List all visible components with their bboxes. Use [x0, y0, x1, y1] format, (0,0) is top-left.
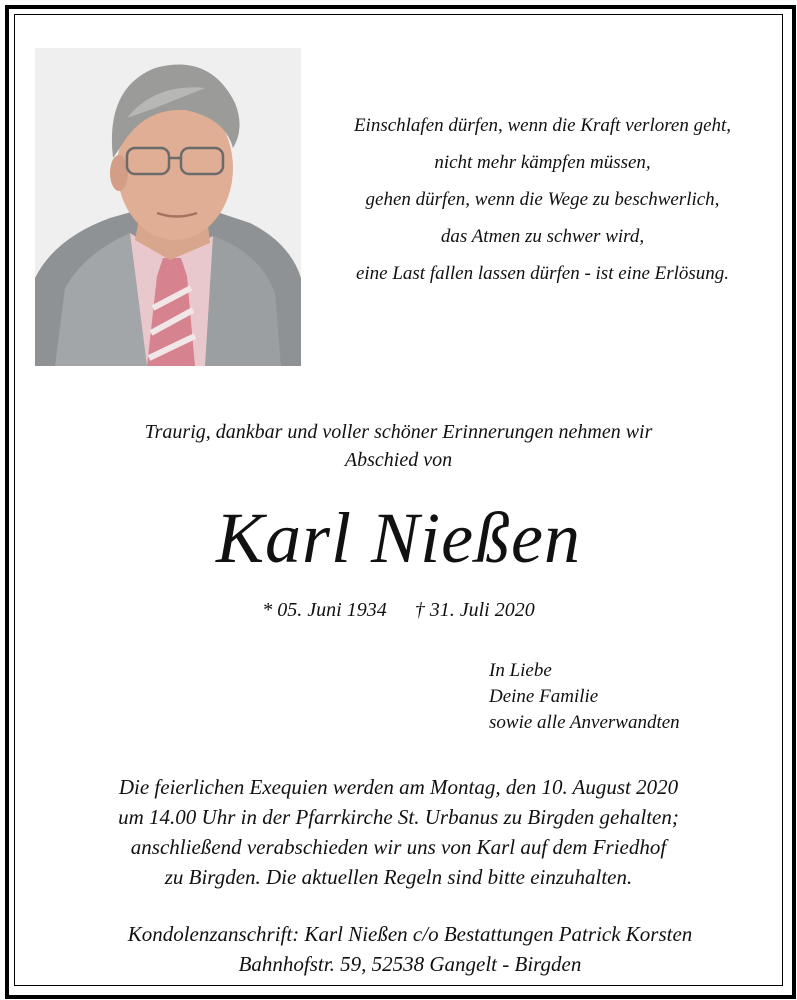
life-dates [0, 596, 797, 624]
details-line: um 14.00 Uhr in der Pfarrkirche St. Urbanus zu Birgden gehalten; [118, 805, 679, 829]
signoff-line: Deine Familie [489, 686, 599, 707]
signoff [489, 658, 680, 736]
funeral-details [0, 772, 797, 892]
poem-line: gehen dürfen, wenn die Wege zu beschwerlich, [365, 189, 720, 210]
intro-text [0, 418, 797, 474]
details-line: anschließend verabschieden wir uns von Karl auf dem Friedhof [130, 835, 667, 859]
poem-line: das Atmen zu schwer wird, [440, 226, 645, 247]
deceased-name: Karl Nießen [216, 498, 581, 578]
intro-line: Abschied von [344, 449, 453, 471]
poem-line: eine Last fallen lassen dürfen - ist eine Erlösung. [355, 263, 730, 284]
birth-date: * 05. Juni 1934 [262, 599, 387, 621]
condolence-line: Bahnhofstr. 59, 52538 Gangelt - Birgden [238, 952, 582, 976]
details-line: zu Birgden. Die aktuellen Regeln sind bitte einzuhalten. [164, 865, 633, 889]
poem-line: nicht mehr kämpfen müssen, [434, 152, 651, 173]
condolence-address [0, 919, 797, 979]
condolence-line: Kondolenzanschrift: Karl Nießen c/o Bestattungen Patrick Korsten [127, 922, 693, 946]
poem [300, 107, 785, 292]
details-line: Die feierlichen Exequien werden am Montag, den 10. August 2020 [118, 775, 679, 799]
signoff-line: In Liebe [489, 660, 552, 681]
intro-line: Traurig, dankbar und voller schöner Erinnerungen nehmen wir [144, 421, 653, 443]
signoff-line: sowie alle Anverwandten [489, 712, 680, 733]
poem-line: Einschlafen dürfen, wenn die Kraft verloren geht, [353, 115, 732, 136]
death-date: † 31. Juli 2020 [414, 599, 535, 621]
portrait-photo [35, 48, 301, 366]
